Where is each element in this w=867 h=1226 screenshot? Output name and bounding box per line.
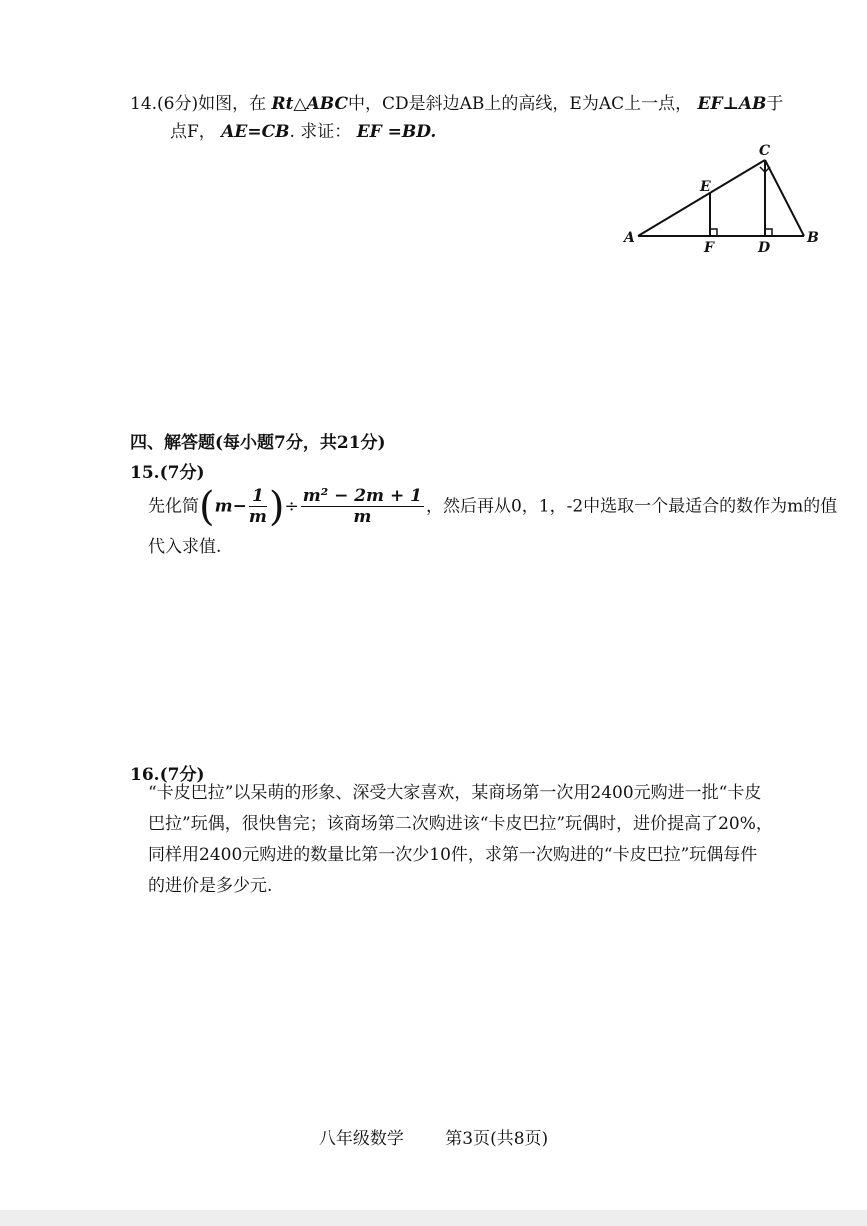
scan-bottom-strip <box>0 1210 867 1226</box>
page-footer <box>0 1124 867 1149</box>
q15-frac2-num: m² − 2m + 1 <box>302 486 422 506</box>
question-14 <box>130 93 820 145</box>
q16-line-3: 同样用2400元购进的数量比第一次少10件，求第一次购进的“卡皮巴拉”玩偶每件 <box>148 845 758 865</box>
label-b: B <box>807 230 819 246</box>
segment-ac <box>638 160 765 236</box>
triangle-figure <box>618 140 823 260</box>
q15-pre: 先化简 <box>148 496 199 517</box>
q15-m: m <box>214 496 233 517</box>
q16-line-1: “卡皮巴拉”以呆萌的形象、深受大家喜欢，某商场第一次用2400元购进一批“卡皮 <box>148 783 762 803</box>
q15-header: 15.(7分) <box>130 463 205 483</box>
footer-page: 第3页(共8页) <box>445 1129 549 1149</box>
q15-minus: − <box>232 496 247 517</box>
label-d: D <box>758 240 771 256</box>
segment-cb <box>765 160 804 236</box>
q15-fraction-2 <box>301 486 424 528</box>
label-f: F <box>704 240 714 256</box>
q14-mid: 中，CD是斜边AB上的高线，E为AC上一点， <box>348 94 693 114</box>
q15-fraction-1 <box>249 486 267 528</box>
label-e: E <box>700 179 711 195</box>
label-c: C <box>759 143 771 159</box>
footer-subject: 八年级数学 <box>318 1129 404 1149</box>
q15-frac1-den: m <box>248 507 267 528</box>
q14-perp: EF⊥AB <box>697 94 767 114</box>
label-a: A <box>624 230 635 246</box>
right-paren: ) <box>268 483 285 530</box>
question-16 <box>148 778 828 902</box>
q16-header: 16.(7分) <box>130 765 205 785</box>
question-15 <box>148 483 838 560</box>
q14-triangle: Rt△ABC <box>271 94 348 114</box>
q16-line-4: 的进价是多少元. <box>148 876 273 896</box>
q15-line2: 代入求值. <box>148 536 222 557</box>
left-paren: ( <box>199 483 215 530</box>
q14-head: 14.(6分)如图，在 <box>130 94 267 114</box>
section-heading: 四、解答题(每小题7分，共21分) <box>130 433 386 453</box>
right-angle-f <box>710 229 717 236</box>
q14-line2-b: . 求证： <box>289 121 352 142</box>
q15-div: ÷ <box>284 496 299 517</box>
q15-post: ，然后再从0，1，-2中选取一个最适合的数作为m的值 <box>425 496 838 517</box>
q15-frac1-num: 1 <box>249 486 267 507</box>
q14-tail: 于 <box>766 94 784 114</box>
q16-line-2: 巴拉”玩偶，很快售完；该商场第二次购进该“卡皮巴拉”玩偶时，进价提高了20%， <box>148 814 773 834</box>
q15-frac2-den: m <box>353 507 372 528</box>
q14-line2-a: 点F， <box>170 121 216 142</box>
right-angle-d <box>765 229 772 236</box>
q14-condition: AE=CB <box>221 121 290 142</box>
q14-goal: EF =BD. <box>356 121 437 142</box>
